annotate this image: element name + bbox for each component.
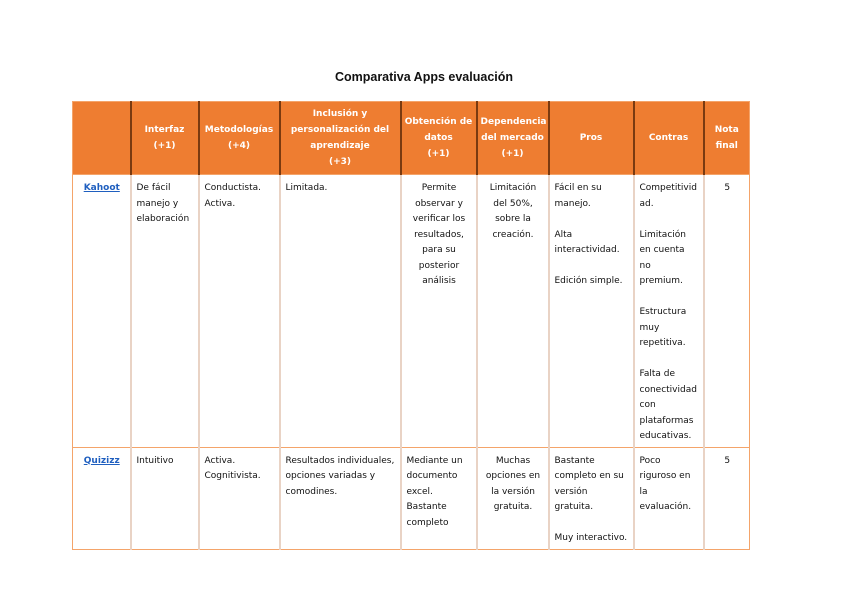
interfaz-cell: Intuitivo [131, 447, 199, 549]
header-row [73, 102, 750, 175]
header-dependencia: Dependencia del mercado (+1) [477, 102, 549, 175]
contras-cell: Competitivid ad. Limitación en cuenta no premium. Estructura muy repetitiva. Falta de conectividad con plataformas educativas. [634, 175, 704, 448]
pros-cell: Bastante completo en su versión gratuita. Muy interactivo. [549, 447, 634, 549]
metodologias-cell: Conductista. Activa. [199, 175, 280, 448]
header-pros: Pros [549, 102, 634, 175]
datos-cell: Mediante un documento excel. Bastante completo [401, 447, 477, 549]
metodologias-cell: Activa. Cognitivista. [199, 447, 280, 549]
app-link-kahoot[interactable]: Kahoot [83, 183, 120, 193]
app-name-cell [73, 447, 131, 549]
table-row [73, 447, 750, 549]
header-nota-final: Nota final [704, 102, 750, 175]
dependencia-cell: Limitación del 50%, sobre la creación. [477, 175, 549, 448]
header-metodologias: Metodologías (+4) [199, 102, 280, 175]
header-app [73, 102, 131, 175]
inclusion-cell: Limitada. [280, 175, 401, 448]
app-link-quizizz[interactable]: Quizizz [83, 455, 120, 466]
dependencia-cell: Muchas opciones en la versión gratuita. [477, 447, 549, 549]
document-title: Comparativa Apps evaluación [334, 70, 514, 84]
interfaz-cell: De fácil manejo y elaboración [131, 175, 199, 448]
contras-cell: Poco riguroso en la evaluación. [634, 447, 704, 549]
datos-cell: Permite observar y verificar los resultados, para su posterior análisis [401, 175, 477, 448]
header-interfaz: Interfaz (+1) [131, 102, 199, 175]
nota-cell: 5 [704, 175, 750, 448]
header-inclusion: Inclusión y personalización del aprendizaje (+3) [280, 102, 401, 175]
table-row [73, 175, 750, 448]
header-obtencion-datos: Obtención de datos (+1) [401, 102, 477, 175]
app-name-cell [73, 175, 131, 448]
pros-cell: Fácil en su manejo. Alta interactividad. Edición simple. [549, 175, 634, 448]
nota-cell: 5 [704, 447, 750, 549]
comparison-table [72, 101, 750, 550]
inclusion-cell: Resultados individuales, opciones variadas y comodines. [280, 447, 401, 549]
header-contras: Contras [634, 102, 704, 175]
